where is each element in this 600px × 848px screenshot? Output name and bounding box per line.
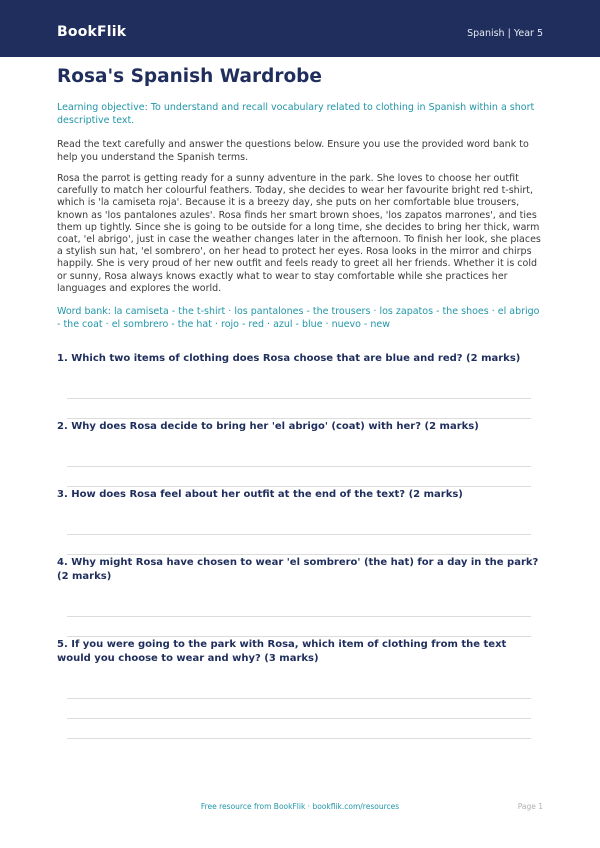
answer-line[interactable] (67, 398, 531, 399)
page-number: Page 1 (517, 802, 543, 811)
worksheet-title: Rosa's Spanish Wardrobe (57, 66, 322, 87)
learning-objective: Learning objective: To understand and recall vocabulary related to clothing in Spanish within a short descriptive text. (57, 102, 535, 126)
answer-line[interactable] (67, 718, 531, 719)
answer-line[interactable] (67, 616, 531, 617)
question-5: 5. If you were going to the park with Rosa, which item of clothing from the text would you choose to wear and why? (3 marks) (57, 639, 507, 664)
page-header (0, 0, 600, 57)
answer-line[interactable] (67, 466, 531, 467)
question-4: 4. Why might Rosa have chosen to wear 'el sombrero' (the hat) for a day in the park? (2 marks) (57, 557, 539, 582)
worksheet-content (57, 66, 543, 331)
answer-line[interactable] (67, 738, 531, 739)
question-2: 2. Why does Rosa decide to bring her 'el abrigo' (coat) with her? (2 marks) (57, 421, 479, 432)
reading-passage: Rosa the parrot is getting ready for a sunny adventure in the park. She loves to choose her outfit carefully to match her colourful feathers. Today, she decides to wear her favourite bright red t-shirt, which is 'la camiseta roja'. Because it is a breezy day, she puts on her comfortable blue trousers, known as 'los pantalones azules'. Rosa finds her smart brown shoes, 'los zapatos marrones', and ties them up tightly. Since she is going to be outside for a long time, she decides to bring her thick, warm coat, 'el abrigo', just in case the weather changes later in the afternoon. To finish her look, she places a stylish sun hat, 'el sombrero', on her head to protect her eyes. Rosa looks in the mirror and chirps happily. She is very proud of her new outfit and feels ready to greet all her friends. Whether it is cold or sunny, Rosa always knows exactly what to wear to stay comfortable while she practices her languages and explores the world. (57, 173, 541, 294)
instructions-text: Read the text carefully and answer the questions below. Ensure you use the provided word bank to help you understand the Spanish terms. (57, 139, 529, 163)
question-3: 3. How does Rosa feel about her outfit at the end of the text? (2 marks) (57, 489, 463, 500)
answer-line[interactable] (67, 554, 531, 555)
word-bank: Word bank: la camiseta - the t-shirt · los pantalones - the trousers · los zapatos - the shoes · el abrigo - the coat · el sombrero - the hat · rojo - red · azul - blue · nuevo - new (57, 306, 540, 331)
question-1: 1. Which two items of clothing does Rosa choose that are blue and red? (2 marks) (57, 353, 521, 364)
answer-line[interactable] (67, 636, 531, 637)
answer-line[interactable] (67, 534, 531, 535)
answer-line[interactable] (67, 418, 531, 419)
answer-line[interactable] (67, 698, 531, 699)
subject-year-label: Spanish | Year 5 (467, 28, 543, 39)
footer-resource-link[interactable]: Free resource from BookFlik · bookflik.com/resources (200, 802, 400, 811)
brand-logo-text: BookFlik (57, 24, 127, 40)
answer-line[interactable] (67, 486, 531, 487)
